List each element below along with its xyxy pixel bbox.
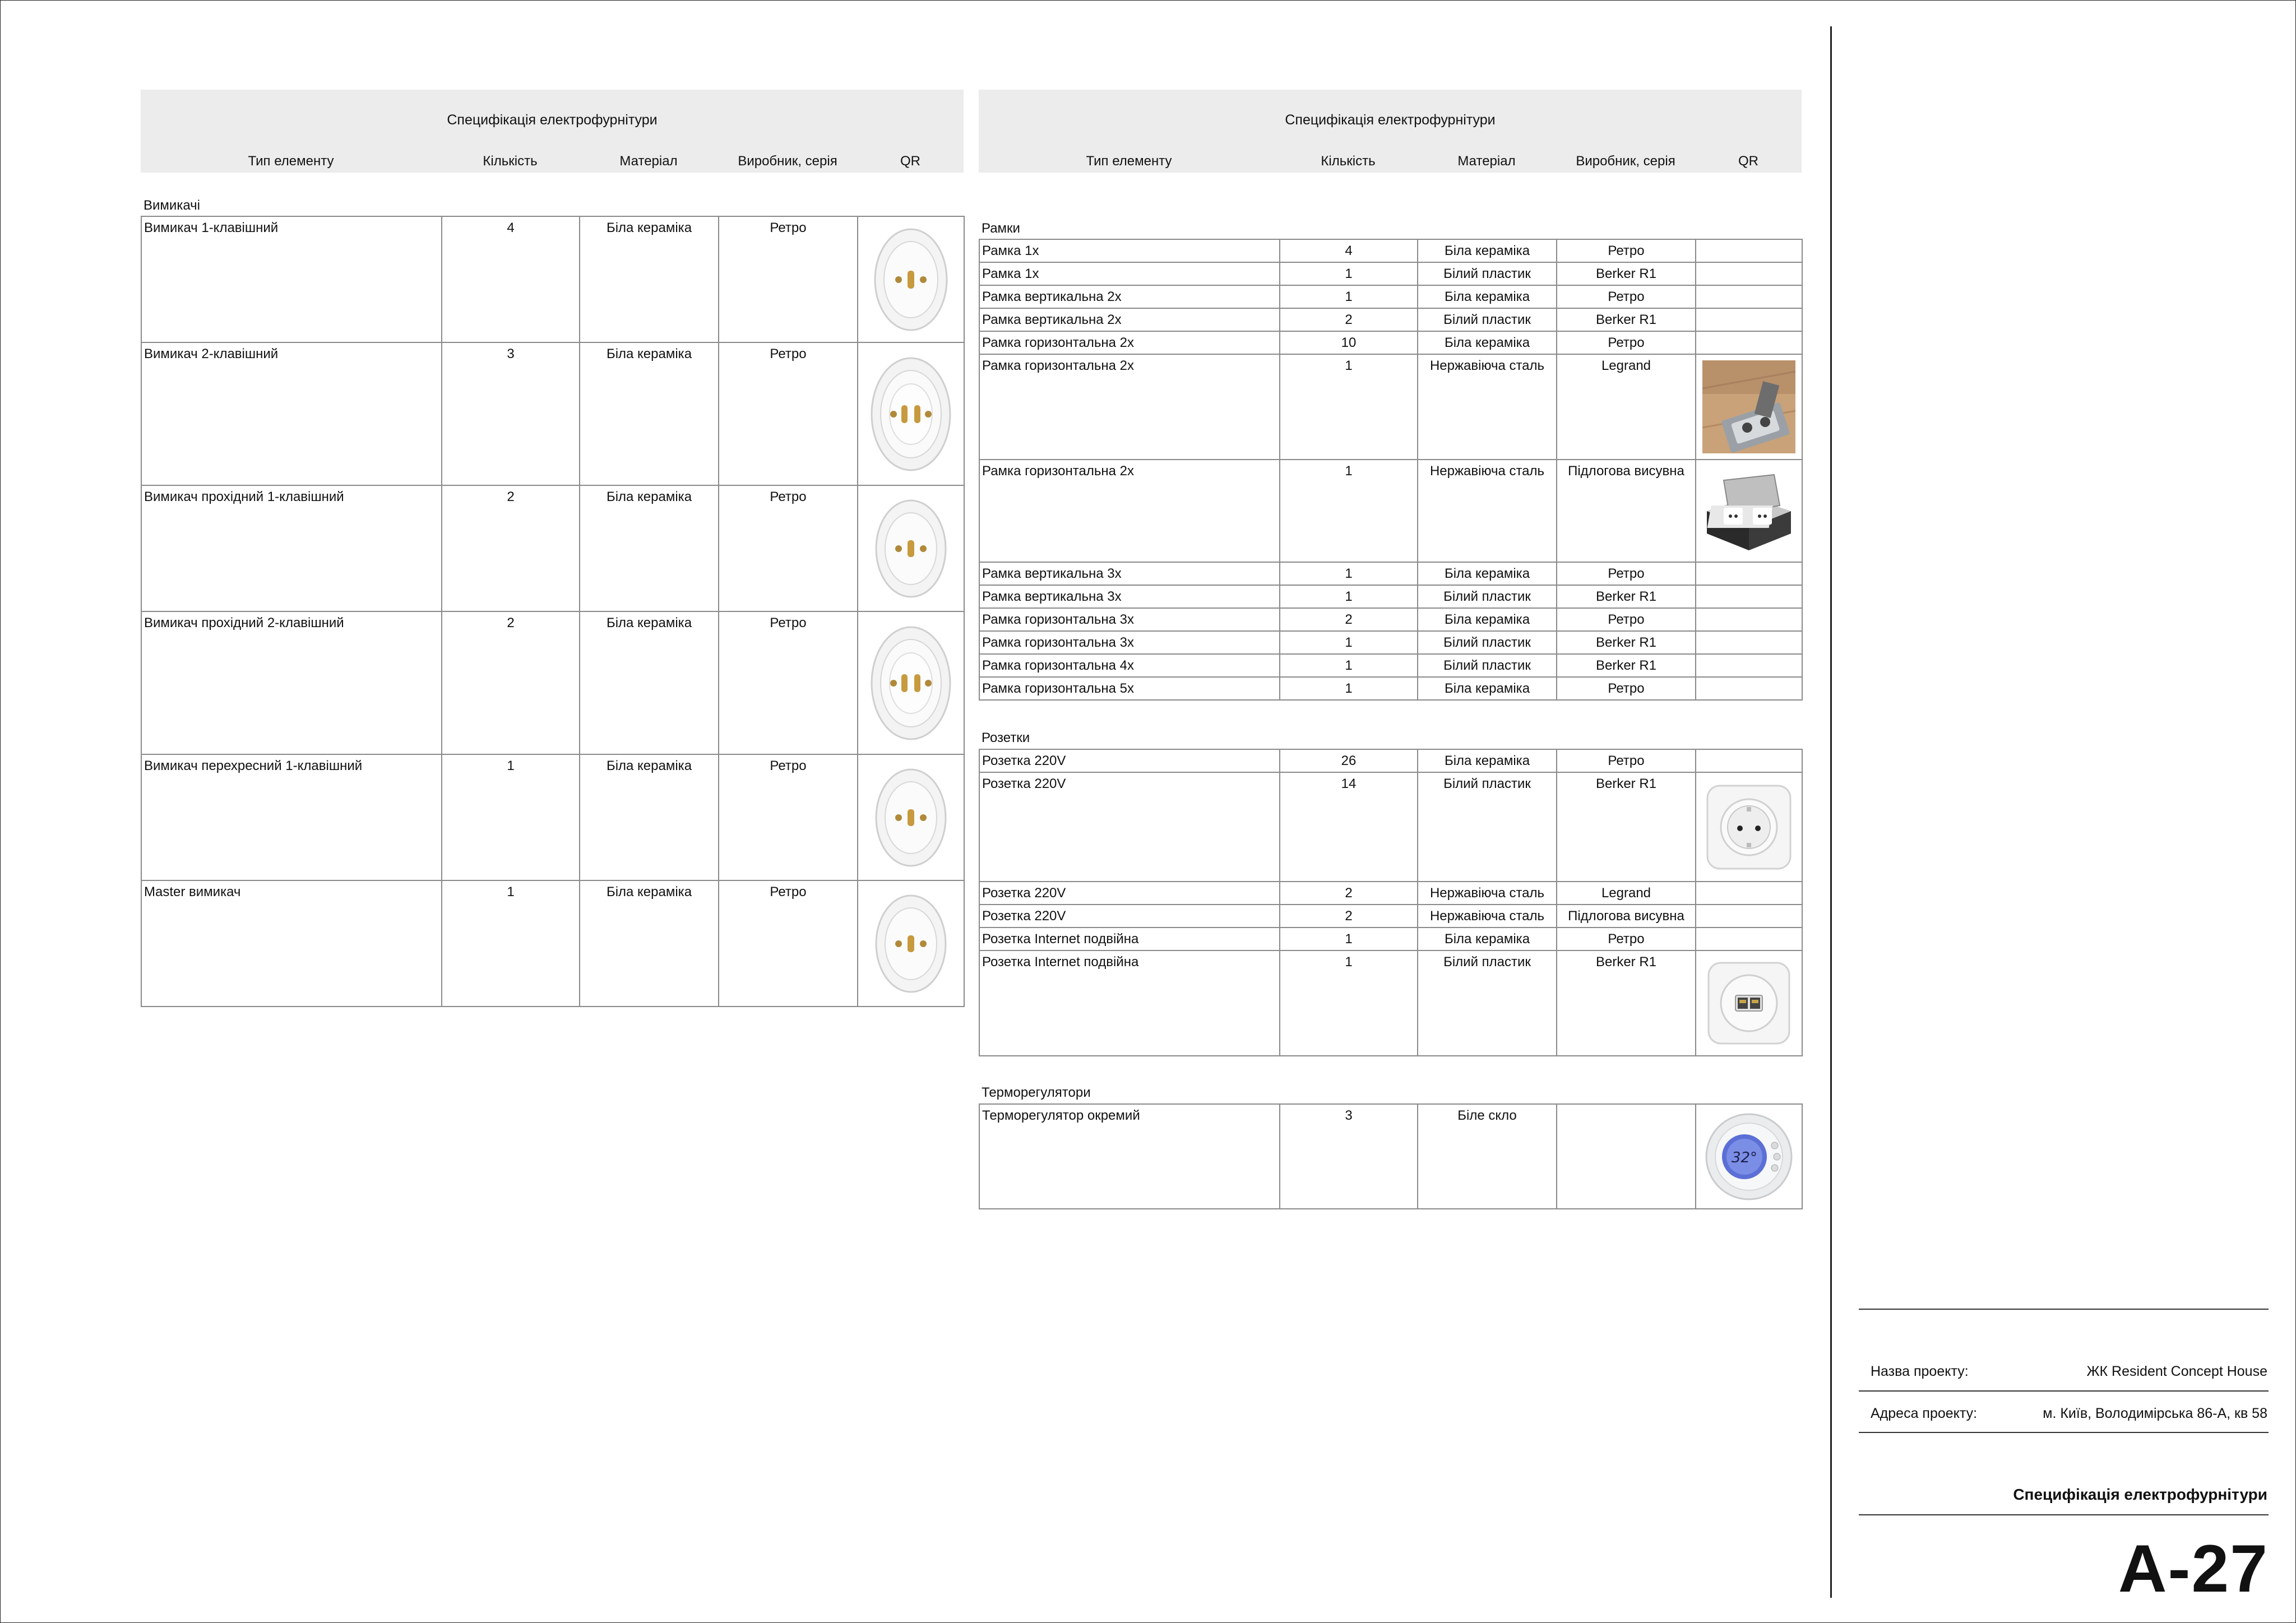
cell-material: Білий пластик: [1418, 772, 1557, 882]
col-qty-header: Кількість: [1321, 154, 1376, 169]
cell-qr: [1696, 654, 1802, 677]
cell-qty: 1: [442, 754, 580, 880]
col-qr-header: QR: [900, 154, 920, 169]
project-name-value: ЖК Resident Concept House: [2086, 1364, 2267, 1379]
cell-type: Рамка горизонтальна 2х: [979, 354, 1280, 460]
retro-switch-2-icon: [869, 622, 953, 745]
cell-maker: Legrand: [1557, 882, 1696, 905]
table-row: [979, 562, 1802, 585]
retro-switch-1-icon: [872, 495, 950, 602]
cell-material: Білий пластик: [1418, 950, 1557, 1056]
cell-type: Розетка 220V: [979, 882, 1280, 905]
cell-material: Біла кераміка: [1418, 285, 1557, 308]
cell-type: Рамка горизонтальна 5х: [979, 677, 1280, 700]
cell-material: Білий пластик: [1418, 654, 1557, 677]
table-row: [979, 882, 1802, 905]
col-qty-header: Кількість: [483, 154, 538, 169]
cell-qr: [1696, 239, 1802, 262]
cell-maker: Ретро: [1557, 677, 1696, 700]
cell-qty: 1: [1280, 950, 1418, 1056]
cell-maker: Berker R1: [1557, 308, 1696, 331]
cell-maker: Ретро: [1557, 562, 1696, 585]
cell-type: Рамка горизонтальна 2х: [979, 460, 1280, 562]
cell-material: Біле скло: [1418, 1104, 1557, 1209]
cell-material: Нержавіюча сталь: [1418, 354, 1557, 460]
cell-qr: [1696, 1104, 1802, 1209]
cell-maker: Ретро: [719, 342, 858, 485]
sockets-table: [979, 749, 1803, 1056]
col-material-header: Матеріал: [619, 154, 678, 169]
cell-material: Біла кераміка: [580, 216, 719, 342]
cell-material: Нержавіюча сталь: [1418, 905, 1557, 928]
table-row: [979, 677, 1802, 700]
table-row: [979, 460, 1802, 562]
cell-qr: [1696, 285, 1802, 308]
cell-qr: [858, 216, 964, 342]
title-block-rule: [1859, 1514, 2269, 1515]
cell-qty: 2: [1280, 608, 1418, 631]
cell-type: Вимикач прохідний 1-клавішний: [141, 485, 442, 611]
cell-material: Білий пластик: [1418, 585, 1557, 608]
cell-maker: Ретро: [1557, 608, 1696, 631]
cell-type: Розетка 220V: [979, 749, 1280, 772]
cell-qr: [1696, 631, 1802, 654]
col-maker-header: Виробник, серія: [738, 154, 837, 169]
cell-type: Рамка горизонтальна 3х: [979, 608, 1280, 631]
left-column-headers: [141, 150, 964, 173]
cell-qty: 2: [1280, 308, 1418, 331]
cell-qty: 1: [442, 880, 580, 1007]
cell-material: Біла кераміка: [580, 485, 719, 611]
cell-material: Біла кераміка: [1418, 749, 1557, 772]
title-block-rule: [1859, 1432, 2269, 1433]
retro-switch-2-icon: [869, 353, 953, 476]
cell-material: Біла кераміка: [580, 880, 719, 1007]
cell-qr: [1696, 562, 1802, 585]
popup-socket-box-icon: [1701, 466, 1797, 556]
section-label-switches: Вимикачі: [144, 198, 201, 213]
cell-qr: [858, 342, 964, 485]
cell-maker: Ретро: [719, 611, 858, 754]
table-row: [979, 928, 1802, 950]
cell-qr: [1696, 905, 1802, 928]
cell-qr: [1696, 354, 1802, 460]
project-address-label: Адреса проекту:: [1871, 1406, 1978, 1421]
table-row: [141, 485, 964, 611]
cell-type: Рамка вертикальна 3х: [979, 562, 1280, 585]
cell-material: Нержавіюча сталь: [1418, 460, 1557, 562]
cell-type: Розетка 220V: [979, 772, 1280, 882]
cell-qr: [1696, 331, 1802, 354]
cell-maker: Ретро: [1557, 285, 1696, 308]
cell-qr: [1696, 749, 1802, 772]
col-material-header: Матеріал: [1457, 154, 1516, 169]
cell-material: Біла кераміка: [1418, 562, 1557, 585]
network-socket-icon: [1705, 959, 1793, 1047]
table-row: [141, 342, 964, 485]
cell-type: Вимикач 1-клавішний: [141, 216, 442, 342]
cell-qty: 4: [442, 216, 580, 342]
right-column-headers: [979, 150, 1802, 173]
cell-type: Master вимикач: [141, 880, 442, 1007]
cell-type: Рамка горизонтальна 3х: [979, 631, 1280, 654]
cell-material: Біла кераміка: [1418, 928, 1557, 950]
cell-qty: 1: [1280, 460, 1418, 562]
thermostat-icon: [1703, 1111, 1795, 1203]
cell-maker: Ретро: [719, 485, 858, 611]
cell-material: Біла кераміка: [1418, 331, 1557, 354]
cell-material: Біла кераміка: [580, 342, 719, 485]
cell-material: Біла кераміка: [1418, 677, 1557, 700]
cell-qr: [1696, 308, 1802, 331]
cell-type: Вимикач 2-клавішний: [141, 342, 442, 485]
cell-maker: Ретро: [719, 754, 858, 880]
cell-maker: Berker R1: [1557, 772, 1696, 882]
cell-maker: Ретро: [1557, 331, 1696, 354]
cell-qr: [858, 880, 964, 1007]
cell-type: Рамка 1х: [979, 262, 1280, 285]
table-row: [979, 308, 1802, 331]
thermostat-display: 32°: [1731, 1149, 1758, 1166]
cell-type: Рамка вертикальна 2х: [979, 308, 1280, 331]
cell-material: Біла кераміка: [1418, 608, 1557, 631]
cell-type: Рамка вертикальна 3х: [979, 585, 1280, 608]
project-address-value: м. Київ, Володимірська 86-А, кв 58: [2043, 1406, 2267, 1421]
col-type-header: Тип елементу: [1086, 154, 1172, 169]
schuko-socket-icon: [1704, 782, 1794, 872]
table-row: [979, 905, 1802, 928]
cell-maker: Berker R1: [1557, 585, 1696, 608]
cell-qty: 1: [1280, 285, 1418, 308]
table-row: [979, 608, 1802, 631]
thermostats-table: [979, 1103, 1803, 1209]
retro-switch-1-icon: [872, 224, 950, 336]
cell-qty: 2: [442, 485, 580, 611]
left-spec-title: Специфікація електрофурнітури: [141, 90, 964, 150]
floor-socket-photo-icon: [1702, 360, 1795, 453]
cell-material: Білий пластик: [1418, 631, 1557, 654]
cell-qty: 14: [1280, 772, 1418, 882]
cell-qty: 10: [1280, 331, 1418, 354]
table-row: [141, 216, 964, 342]
cell-qty: 2: [1280, 882, 1418, 905]
cell-qty: 1: [1280, 677, 1418, 700]
cell-maker: Підлогова висувна: [1557, 460, 1696, 562]
cell-type: Рамка вертикальна 2х: [979, 285, 1280, 308]
table-row: [979, 285, 1802, 308]
cell-maker: Ретро: [1557, 749, 1696, 772]
table-row: [979, 749, 1802, 772]
cell-maker: Підлогова висувна: [1557, 905, 1696, 928]
cell-qty: 1: [1280, 631, 1418, 654]
title-block-rule: [1859, 1309, 2269, 1310]
cell-qr: [1696, 262, 1802, 285]
cell-maker: Berker R1: [1557, 262, 1696, 285]
sheet-title: Специфікація електрофурнітури: [2013, 1486, 2267, 1503]
left-spec-header: [141, 90, 964, 173]
cell-material: Біла кераміка: [1418, 239, 1557, 262]
title-block-rule: [1859, 1390, 2269, 1392]
table-row: [141, 880, 964, 1007]
table-row: [979, 950, 1802, 1056]
table-row: [979, 654, 1802, 677]
cell-maker: Ретро: [1557, 239, 1696, 262]
table-row: [979, 331, 1802, 354]
cell-material: Білий пластик: [1418, 262, 1557, 285]
cell-qr: [858, 754, 964, 880]
cell-qr: [1696, 772, 1802, 882]
cell-qty: 1: [1280, 654, 1418, 677]
table-row: [979, 262, 1802, 285]
cell-type: Вимикач перехресний 1-клавішний: [141, 754, 442, 880]
cell-type: Розетка 220V: [979, 905, 1280, 928]
cell-qty: 3: [442, 342, 580, 485]
section-label-thermostats: Терморегулятори: [982, 1085, 1091, 1100]
cell-material: Білий пластик: [1418, 308, 1557, 331]
frames-table: [979, 239, 1803, 701]
cell-maker: Berker R1: [1557, 631, 1696, 654]
cell-qr: [1696, 928, 1802, 950]
cell-qr: [1696, 950, 1802, 1056]
cell-qr: [858, 611, 964, 754]
cell-maker: [1557, 1104, 1696, 1209]
cell-qty: 1: [1280, 928, 1418, 950]
cell-qty: 3: [1280, 1104, 1418, 1209]
cell-qty: 4: [1280, 239, 1418, 262]
col-maker-header: Виробник, серія: [1576, 154, 1675, 169]
cell-material: Біла кераміка: [580, 754, 719, 880]
cell-qty: 1: [1280, 562, 1418, 585]
cell-maker: Ретро: [719, 880, 858, 1007]
col-qr-header: QR: [1738, 154, 1758, 169]
cell-qty: 2: [442, 611, 580, 754]
title-block-divider: [1830, 26, 1832, 1598]
switches-table: [141, 216, 965, 1007]
table-row: [141, 611, 964, 754]
cell-type: Рамка 1х: [979, 239, 1280, 262]
cell-type: Розетка Internet подвійна: [979, 950, 1280, 1056]
cell-qty: 1: [1280, 585, 1418, 608]
cell-maker: Berker R1: [1557, 950, 1696, 1056]
table-row: [979, 354, 1802, 460]
cell-qty: 26: [1280, 749, 1418, 772]
cell-qty: 1: [1280, 262, 1418, 285]
cell-material: Нержавіюча сталь: [1418, 882, 1557, 905]
cell-qr: [1696, 677, 1802, 700]
cell-maker: Legrand: [1557, 354, 1696, 460]
table-row: [979, 239, 1802, 262]
cell-type: Вимикач прохідний 2-клавішний: [141, 611, 442, 754]
project-name-label: Назва проекту:: [1871, 1364, 1969, 1379]
cell-maker: Berker R1: [1557, 654, 1696, 677]
table-row: [979, 772, 1802, 882]
col-type-header: Тип елементу: [248, 154, 334, 169]
cell-qr: [1696, 608, 1802, 631]
retro-switch-1-icon: [872, 891, 950, 997]
table-row: [979, 631, 1802, 654]
cell-type: Розетка Internet подвійна: [979, 928, 1280, 950]
cell-qr: [858, 485, 964, 611]
section-label-sockets: Розетки: [982, 730, 1030, 745]
cell-type: Терморегулятор окремий: [979, 1104, 1280, 1209]
cell-type: Рамка горизонтальна 2х: [979, 331, 1280, 354]
retro-switch-1-icon: [872, 764, 950, 871]
cell-maker: Ретро: [1557, 928, 1696, 950]
cell-qr: [1696, 585, 1802, 608]
table-row: [979, 585, 1802, 608]
table-row: [979, 1104, 1802, 1209]
cell-maker: Ретро: [719, 216, 858, 342]
cell-qty: 2: [1280, 905, 1418, 928]
sheet-number: А-27: [2118, 1531, 2269, 1606]
table-row: [141, 754, 964, 880]
cell-material: Біла кераміка: [580, 611, 719, 754]
cell-qr: [1696, 460, 1802, 562]
cell-qty: 1: [1280, 354, 1418, 460]
cell-qr: [1696, 882, 1802, 905]
right-spec-header: [979, 90, 1802, 173]
section-label-frames: Рамки: [982, 221, 1020, 236]
cell-type: Рамка горизонтальна 4х: [979, 654, 1280, 677]
right-spec-title: Специфікація електрофурнітури: [979, 90, 1802, 150]
